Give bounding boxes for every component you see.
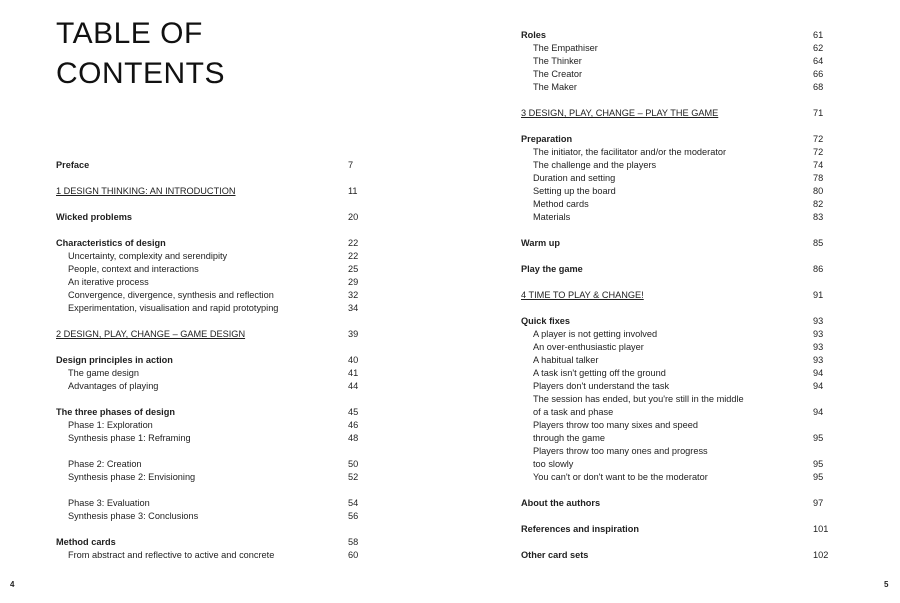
toc-entry-page: 50	[348, 459, 359, 469]
toc-entry-page: 45	[348, 407, 359, 417]
toc-entry-title: of a task and phase	[533, 407, 614, 417]
toc-subsection-entry[interactable]	[56, 419, 368, 432]
toc-subsection-entry[interactable]	[56, 510, 368, 523]
toc-entry-title: Quick fixes	[521, 316, 571, 326]
toc-entry-title: Preparation	[521, 134, 573, 144]
toc-left-column	[56, 159, 368, 562]
toc-entry-page: 11	[348, 186, 358, 196]
toc-entry-title: Phase 1: Exploration	[68, 420, 153, 430]
toc-subsection-entry[interactable]	[56, 302, 368, 315]
toc-entry-title: Players throw too many ones and progress	[533, 446, 708, 456]
toc-entry-title: The Creator	[533, 69, 583, 79]
toc-entry-page: 29	[348, 277, 359, 287]
toc-entry-title: The Maker	[533, 82, 577, 92]
toc-entry-title: Other card sets	[521, 550, 589, 560]
toc-entry-page: 86	[813, 264, 824, 274]
toc-entry-title: The initiator, the facilitator and/or the moderator	[533, 147, 727, 157]
toc-entry-title: Setting up the board	[533, 186, 616, 196]
toc-entry-page: 72	[813, 147, 824, 157]
toc-section-entry[interactable]	[521, 523, 833, 536]
toc-entry-page: 93	[813, 329, 824, 339]
toc-subsection-entry[interactable]	[521, 68, 833, 81]
toc-entry-page: 85	[813, 238, 824, 248]
toc-entry-title: Synthesis phase 2: Envisioning	[68, 472, 196, 482]
toc-entry-page: 78	[813, 173, 824, 183]
toc-entry-page: 20	[348, 212, 359, 222]
toc-entry-title: People, context and interactions	[68, 264, 199, 274]
toc-entry-title: Roles	[521, 30, 547, 40]
toc-chapter-entry[interactable]	[521, 107, 833, 120]
toc-subsection-entry[interactable]	[56, 263, 368, 276]
toc-entry-page: 22	[348, 238, 359, 248]
toc-entry-title: Characteristics of design	[56, 238, 166, 248]
toc-entry-title: Method cards	[56, 537, 116, 547]
toc-entry-title: Advantages of playing	[68, 381, 159, 391]
toc-entry-title: 3 DESIGN, PLAY, CHANGE – PLAY THE GAME	[521, 108, 719, 118]
toc-subsection-entry[interactable]	[521, 159, 833, 172]
toc-spacer	[56, 224, 368, 237]
toc-subsection-entry[interactable]	[521, 185, 833, 198]
toc-entry-title: A habitual talker	[533, 355, 599, 365]
toc-spacer	[521, 510, 833, 523]
toc-spacer	[56, 341, 368, 354]
toc-entry-title: A player is not getting involved	[533, 329, 658, 339]
toc-subsection-entry[interactable]	[521, 198, 833, 211]
toc-entry-title: Synthesis phase 1: Reframing	[68, 433, 191, 443]
toc-entry-page: 97	[813, 498, 824, 508]
toc-entry-page: 52	[348, 472, 359, 482]
toc-spacer	[56, 484, 368, 497]
toc-section-entry[interactable]	[56, 237, 368, 250]
toc-subsection-entry[interactable]	[56, 432, 368, 445]
toc-spacer	[56, 393, 368, 406]
toc-subsection-entry[interactable]	[521, 380, 833, 393]
toc-entry-page: 91	[813, 290, 824, 300]
toc-spacer	[56, 198, 368, 211]
toc-entry-title: Materials	[533, 212, 571, 222]
toc-section-entry[interactable]	[521, 549, 833, 562]
toc-entry-title: Design principles in action	[56, 355, 173, 365]
toc-spacer	[521, 94, 833, 107]
toc-entry-page: 62	[813, 43, 824, 53]
page-number-right: 5	[884, 580, 889, 589]
toc-entry-page: 68	[813, 82, 824, 92]
toc-subsection-entry[interactable]	[56, 367, 368, 380]
toc-section-entry[interactable]	[56, 354, 368, 367]
toc-subsection-entry[interactable]	[56, 380, 368, 393]
toc-entry-page: 71	[813, 108, 824, 118]
toc-entry-page: 83	[813, 212, 824, 222]
toc-chapter-entry[interactable]	[56, 328, 368, 341]
toc-entry-page	[813, 419, 833, 432]
toc-entry-title: Phase 2: Creation	[68, 459, 142, 469]
toc-entry-title: Warm up	[521, 238, 560, 248]
toc-entry-page: 95	[813, 472, 824, 482]
toc-spacer	[521, 250, 833, 263]
toc-subsection-entry[interactable]	[521, 471, 833, 484]
toc-entry-page: 94	[813, 407, 824, 417]
toc-entry-page: 72	[813, 134, 824, 144]
toc-entry-title: Preface	[56, 160, 90, 170]
toc-entry-title: Synthesis phase 3: Conclusions	[68, 511, 199, 521]
toc-entry-page: 93	[813, 355, 824, 365]
toc-subsection-entry[interactable]	[521, 146, 833, 159]
toc-entry-title: An iterative process	[68, 277, 149, 287]
toc-subsection-entry[interactable]	[521, 55, 833, 68]
toc-spacer	[521, 120, 833, 133]
toc-subsection-entry[interactable]	[521, 458, 833, 471]
toc-entry-page: 46	[348, 420, 359, 430]
toc-entry-title: You can't or don't want to be the moderator	[533, 472, 708, 482]
toc-subsection-entry[interactable]	[56, 276, 368, 289]
toc-subsection-entry[interactable]	[56, 549, 368, 562]
toc-entry-title: The game design	[68, 368, 139, 378]
toc-entry-page: 58	[348, 537, 359, 547]
toc-subsection-entry[interactable]	[56, 497, 368, 510]
toc-entry-title: An over-enthusiastic player	[533, 342, 644, 352]
toc-spacer	[521, 536, 833, 549]
toc-section-entry[interactable]	[521, 263, 833, 276]
toc-section-entry[interactable]	[521, 29, 833, 42]
toc-entry-page	[813, 445, 833, 458]
toc-section-entry[interactable]	[521, 133, 833, 146]
toc-entry-title: 4 TIME TO PLAY & CHANGE!	[521, 290, 644, 300]
toc-entry-page: 61	[813, 30, 824, 40]
toc-entry-page: 94	[813, 381, 824, 391]
toc-entry-title: From abstract and reflective to active and concrete	[68, 550, 275, 560]
toc-entry-title: 1 DESIGN THINKING: AN INTRODUCTION	[56, 186, 236, 196]
toc-entry-title: Convergence, divergence, synthesis and reflection	[68, 290, 274, 300]
toc-entry-title: Play the game	[521, 264, 583, 274]
toc-entry-page: 80	[813, 186, 824, 196]
toc-entry-page: 41	[348, 368, 359, 378]
toc-spacer	[521, 484, 833, 497]
toc-entry-page: 82	[813, 199, 824, 209]
toc-entry-page: 101	[813, 524, 829, 534]
toc-entry-page: 7	[348, 160, 354, 170]
toc-entry-page: 64	[813, 56, 824, 66]
toc-section-entry[interactable]	[521, 237, 833, 250]
toc-entry-title: Players don't understand the task	[533, 381, 670, 391]
toc-section-entry[interactable]	[56, 211, 368, 224]
toc-entry-page: 66	[813, 69, 824, 79]
page-title	[56, 14, 225, 94]
toc-spacer	[56, 523, 368, 536]
toc-entry-page: 102	[813, 550, 829, 560]
toc-section-entry[interactable]	[521, 315, 833, 328]
toc-section-entry[interactable]	[56, 536, 368, 549]
toc-entry-page: 94	[813, 368, 824, 378]
toc-subsection-entry[interactable]	[521, 445, 833, 458]
toc-entry-page: 25	[348, 264, 359, 274]
toc-entry-title: References and inspiration	[521, 524, 639, 534]
toc-subsection-entry[interactable]	[521, 341, 833, 354]
toc-entry-page: 60	[348, 550, 359, 560]
toc-entry-page: 34	[348, 303, 359, 313]
toc-right-column	[521, 29, 833, 562]
toc-subsection-entry[interactable]	[521, 432, 833, 445]
toc-entry-page: 39	[348, 329, 359, 339]
toc-subsection-entry[interactable]	[521, 367, 833, 380]
toc-entry-page: 93	[813, 342, 824, 352]
toc-entry-page: 54	[348, 498, 359, 508]
toc-spacer	[521, 276, 833, 289]
toc-entry-page: 93	[813, 316, 824, 326]
toc-entry-page: 56	[348, 511, 359, 521]
toc-entry-page: 48	[348, 433, 359, 443]
toc-entry-page: 74	[813, 160, 824, 170]
toc-entry-title: Players throw too many sixes and speed	[533, 420, 698, 430]
toc-chapter-entry[interactable]	[521, 289, 833, 302]
toc-subsection-entry[interactable]	[521, 406, 833, 419]
toc-section-entry[interactable]	[56, 159, 368, 172]
toc-entry-title: The three phases of design	[56, 407, 175, 417]
toc-subsection-entry[interactable]	[521, 81, 833, 94]
toc-entry-page: 40	[348, 355, 359, 365]
toc-entry-title: The challenge and the players	[533, 160, 657, 170]
toc-subsection-entry[interactable]	[56, 471, 368, 484]
toc-chapter-entry[interactable]	[56, 185, 368, 198]
toc-entry-title: About the authors	[521, 498, 601, 508]
toc-subsection-entry[interactable]	[56, 250, 368, 263]
toc-entry-title: The Empathiser	[533, 43, 598, 53]
toc-spacer	[521, 302, 833, 315]
toc-subsection-entry[interactable]	[521, 393, 833, 406]
toc-entry-page: 32	[348, 290, 359, 300]
toc-subsection-entry[interactable]	[521, 211, 833, 224]
toc-section-entry[interactable]	[56, 406, 368, 419]
toc-entry-title: Uncertainty, complexity and serendipity	[68, 251, 228, 261]
toc-entry-page: 44	[348, 381, 359, 391]
toc-entry-page: 22	[348, 251, 359, 261]
toc-entry-page: 95	[813, 459, 824, 469]
toc-subsection-entry[interactable]	[521, 419, 833, 432]
toc-entry-title: Wicked problems	[56, 212, 132, 222]
toc-subsection-entry[interactable]	[56, 458, 368, 471]
toc-spacer	[56, 315, 368, 328]
toc-entry-page	[813, 393, 833, 406]
toc-subsection-entry[interactable]	[56, 289, 368, 302]
toc-subsection-entry[interactable]	[521, 328, 833, 341]
toc-spacer	[521, 224, 833, 237]
toc-entry-title: through the game	[533, 433, 606, 443]
toc-entry-title: Method cards	[533, 199, 589, 209]
toc-spacer	[56, 445, 368, 458]
toc-subsection-entry[interactable]	[521, 354, 833, 367]
toc-spacer	[56, 172, 368, 185]
toc-section-entry[interactable]	[521, 497, 833, 510]
toc-entry-title: Duration and setting	[533, 173, 616, 183]
toc-entry-title: The Thinker	[533, 56, 582, 66]
toc-entry-page: 95	[813, 433, 824, 443]
toc-entry-title: too slowly	[533, 459, 574, 469]
toc-subsection-entry[interactable]	[521, 42, 833, 55]
toc-subsection-entry[interactable]	[521, 172, 833, 185]
title-line-1: TABLE OF	[56, 17, 203, 50]
toc-entry-title: Experimentation, visualisation and rapid prototyping	[68, 303, 279, 313]
title-line-2: CONTENTS	[56, 57, 225, 90]
page-number-left: 4	[10, 580, 15, 589]
toc-entry-title: A task isn't getting off the ground	[533, 368, 666, 378]
toc-entry-title: 2 DESIGN, PLAY, CHANGE – GAME DESIGN	[56, 329, 246, 339]
toc-entry-title: Phase 3: Evaluation	[68, 498, 150, 508]
toc-entry-title: The session has ended, but you're still in the middle	[533, 394, 744, 404]
